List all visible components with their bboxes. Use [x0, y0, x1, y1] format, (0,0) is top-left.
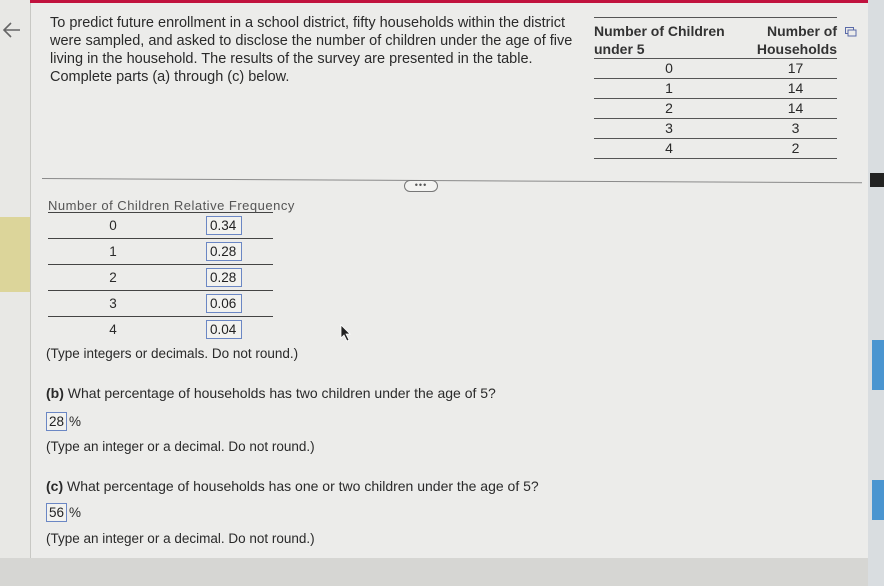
table-row: 4 0.04 — [48, 317, 273, 342]
header-households: Number of Households — [756, 23, 837, 57]
part-c-question: (c) What percentage of households has one or two children under the age of 5? — [46, 478, 539, 494]
header-children: Number of Children under 5 — [594, 23, 725, 57]
part-b-question: (b) What percentage of households has two children under the age of 5? — [46, 385, 496, 401]
popout-icon[interactable] — [845, 27, 857, 37]
answer-input[interactable]: 0.28 — [206, 242, 242, 261]
part-b-answer: 28 % — [46, 412, 81, 431]
table-row: 4 2 — [594, 138, 837, 158]
table-row: 2 0.28 — [48, 265, 273, 291]
left-rail — [0, 0, 30, 586]
answer-input[interactable]: 0.34 — [206, 216, 242, 235]
table-row: 0 17 — [594, 58, 837, 78]
mouse-cursor-icon — [340, 324, 352, 342]
source-data-table — [594, 17, 837, 159]
back-arrow-icon[interactable] — [0, 18, 24, 42]
source-table-header — [594, 22, 837, 58]
table-row: 0 0.34 — [48, 213, 273, 239]
percent-input[interactable]: 28 — [46, 412, 67, 431]
table-row: 2 14 — [594, 98, 837, 118]
cut-off-header: Number of Children Relative Frequency — [48, 198, 295, 213]
rail-highlight — [0, 217, 30, 292]
percent-input[interactable]: 56 — [46, 503, 67, 522]
table-row: 1 0.28 — [48, 239, 273, 265]
relative-frequency-table — [48, 198, 295, 342]
table-row: 3 3 — [594, 118, 837, 138]
part-b-note: (Type an integer or a decimal. Do not round.) — [46, 439, 315, 454]
problem-statement: To predict future enrollment in a school district, fifty households within the district were sampled, and asked to disclose the number of children under the age of five living in the household. The results of the survey are presented in the table. Complete parts (a) through (c) below. — [50, 15, 573, 85]
part-c-answer: 56 % — [46, 503, 81, 522]
part-a-note: (Type integers or decimals. Do not round.) — [46, 346, 299, 361]
background-window-edge — [868, 0, 884, 586]
answer-input[interactable]: 0.04 — [206, 320, 242, 339]
table-row: 1 14 — [594, 78, 837, 98]
bottom-shade — [0, 558, 884, 586]
answer-input[interactable]: 0.28 — [206, 268, 242, 287]
expand-more-button[interactable]: ••• — [404, 180, 438, 192]
answer-input[interactable]: 0.06 — [206, 294, 242, 313]
part-c-note: (Type an integer or a decimal. Do not round.) — [46, 531, 315, 546]
table-row: 3 0.06 — [48, 291, 273, 317]
